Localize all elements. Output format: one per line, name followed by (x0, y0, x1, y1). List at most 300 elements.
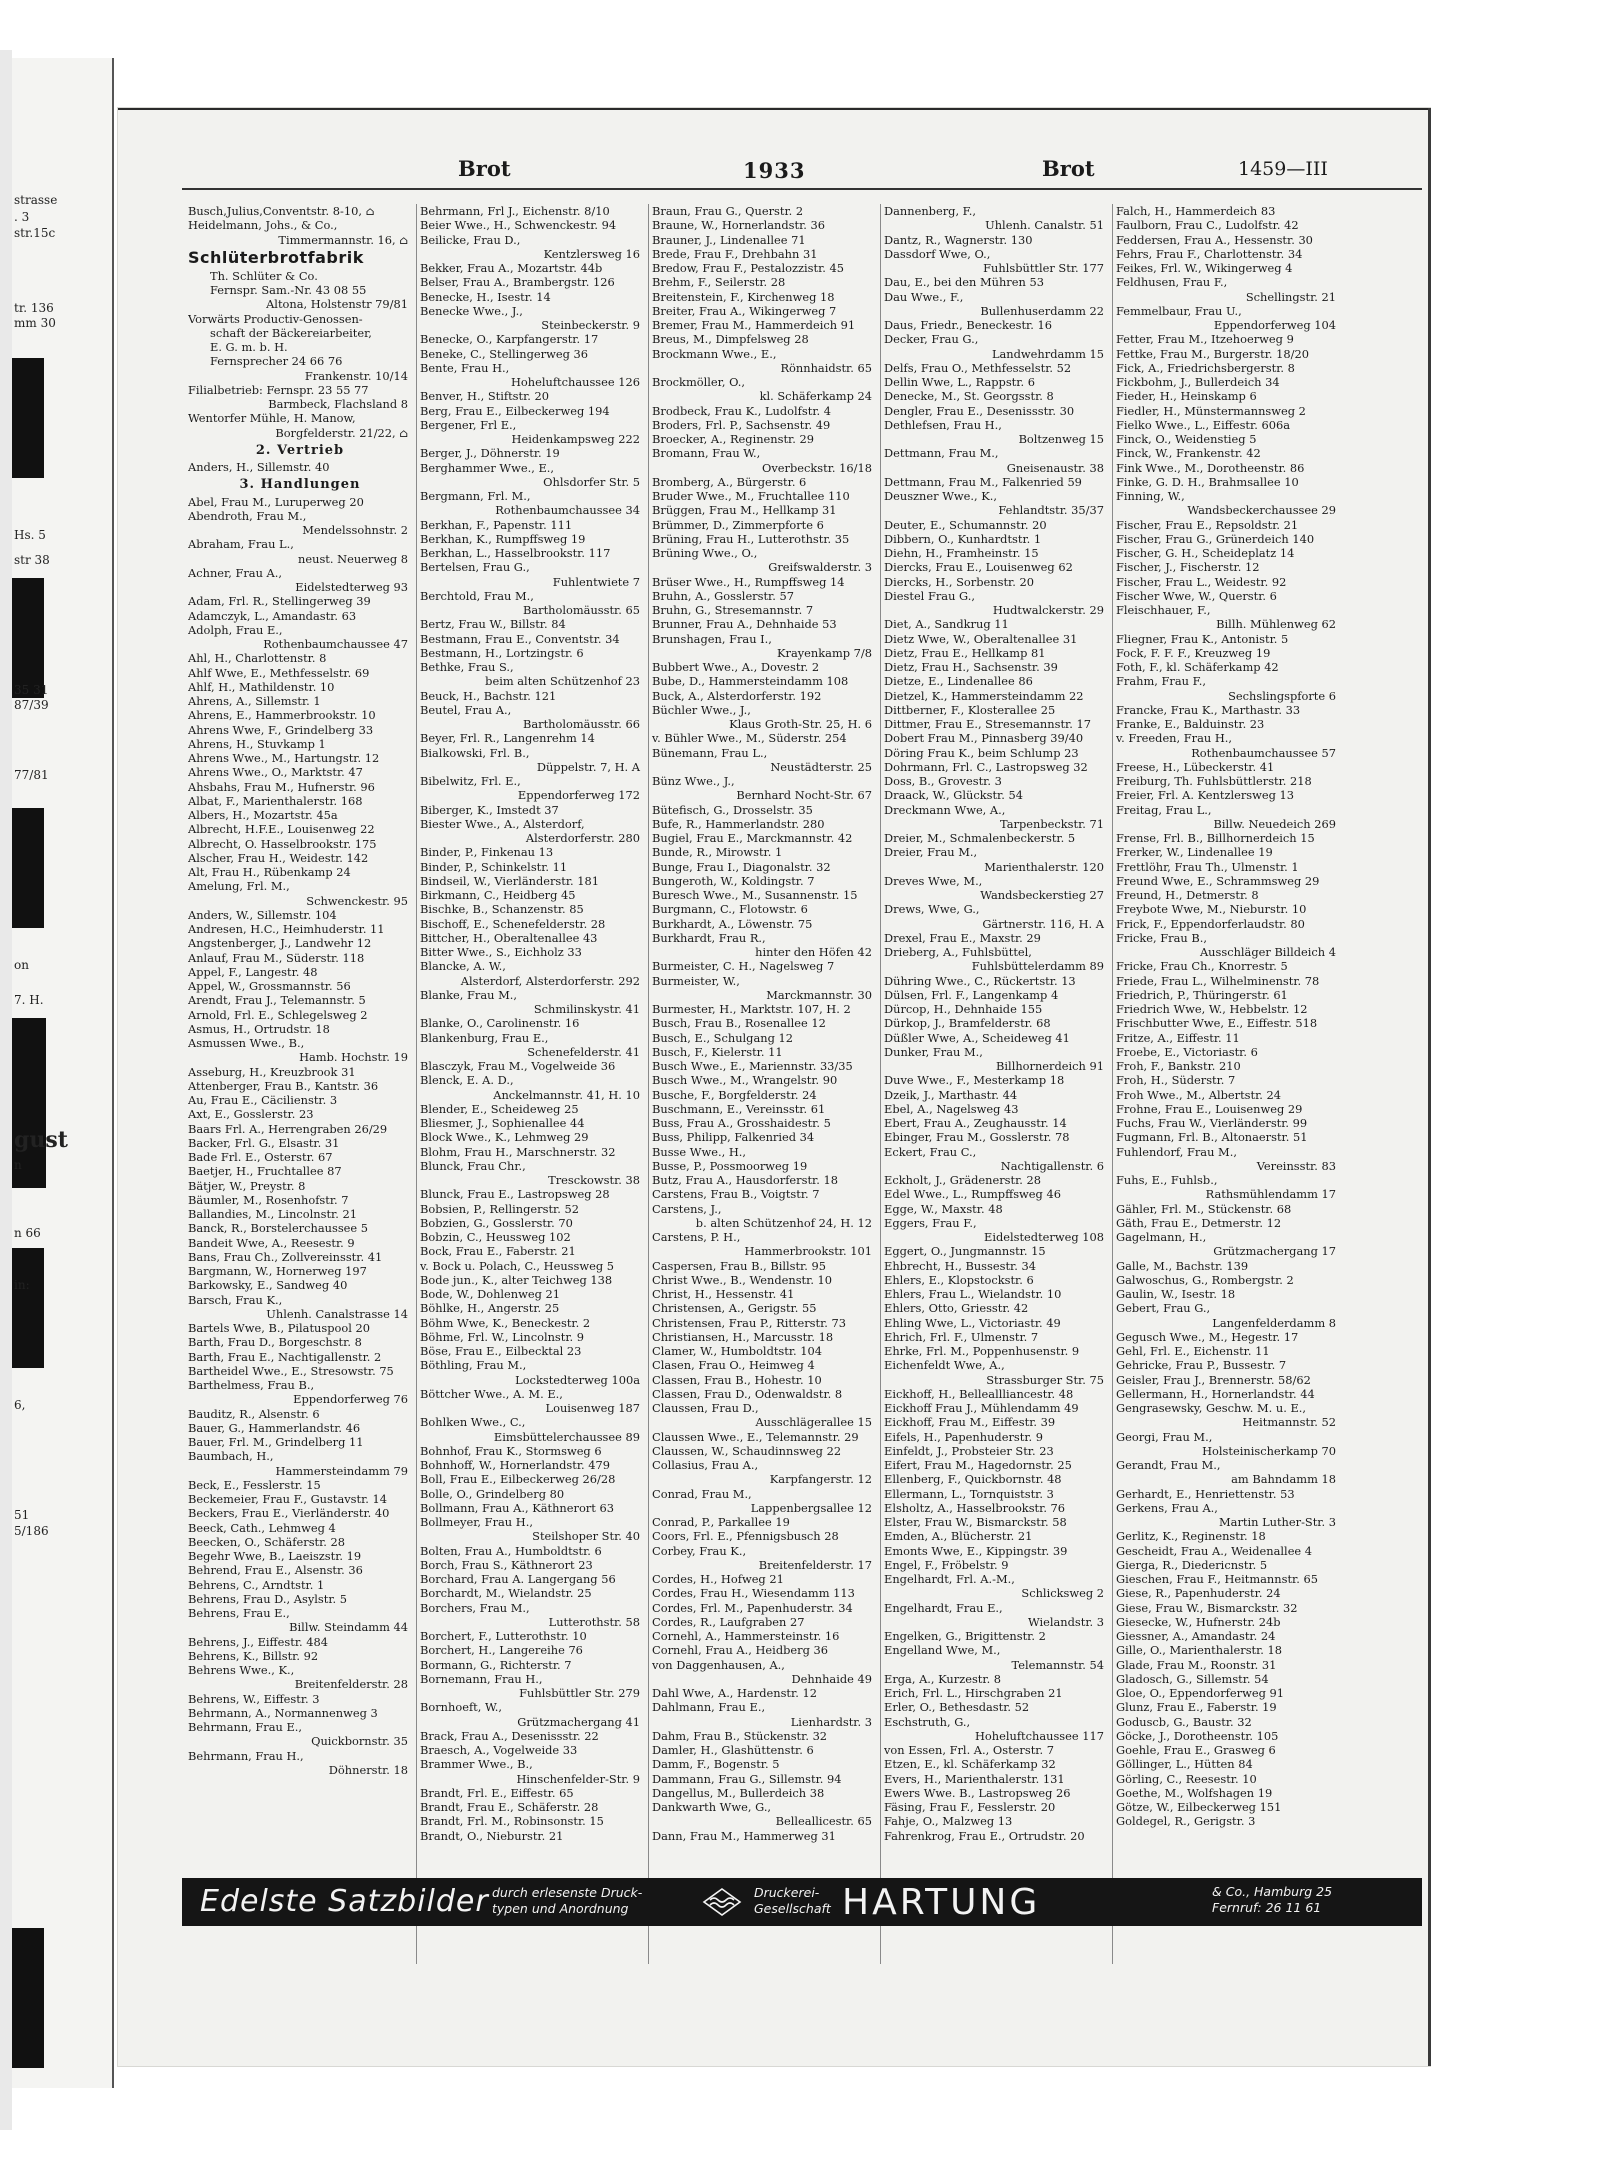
directory-entry: Brandt, Frau E., Schäferstr. 28 (420, 1800, 599, 1814)
directory-entry: Ellermann, L., Tornquiststr. 3 (884, 1486, 1054, 1501)
prev-page-ink-block (12, 1928, 44, 2068)
directory-entry: Emden, A., Blücherstr. 21 (884, 1529, 1033, 1544)
directory-entry: Fahrenkrog, Frau E., Ortrudstr. 20 (884, 1828, 1085, 1843)
directory-entry: Dobert Frau M., Pinnasberg 39/40 (884, 731, 1084, 746)
directory-entry: Frankenstr. 10/14 (304, 368, 408, 383)
directory-entry: Fischer, J., Fischerstr. 12 (1116, 560, 1260, 575)
directory-entry: Beckemeier, Frau F., Gustavstr. 14 (188, 1492, 388, 1506)
directory-entry: Froh, F., Bankstr. 210 (1116, 1059, 1241, 1073)
directory-entry: Evers, H., Marienthalerstr. 131 (884, 1771, 1065, 1786)
directory-entry: Foth, F., kl. Schäferkamp 42 (1116, 660, 1279, 674)
directory-entry: Berkhan, K., Rumpffsweg 19 (420, 531, 586, 546)
directory-entry: Ehlers, Frau L., Wielandstr. 10 (884, 1287, 1062, 1301)
directory-entry: Langenfelderdamm 8 (1212, 1315, 1336, 1330)
directory-entry: Behrmann, A., Normannenweg 3 (188, 1705, 378, 1720)
directory-entry: Albrecht, O. Hasselbrookstr. 175 (188, 836, 377, 851)
directory-entry: Ahlf Wwe, E., Methfesselstr. 69 (188, 665, 370, 680)
directory-entry: Fieder, H., Heinskamp 6 (1116, 389, 1257, 404)
directory-entry: Wandsbeckerchaussee 29 (1187, 503, 1336, 518)
directory-entry: Freier, Frl. A. Kentzlersweg 13 (1116, 788, 1295, 803)
directory-entry: Beuck, H., Bachstr. 121 (420, 688, 557, 703)
directory-entry: Freybote Wwe, M., Nieburstr. 10 (1116, 902, 1307, 917)
directory-entry: Diercks, H., Sorbenstr. 20 (884, 574, 1034, 589)
prev-page-ink-block (12, 808, 44, 928)
directory-entry: Bohlken Wwe., C., (420, 1415, 526, 1430)
directory-entry: Dietzel, K., Hammersteindamm 22 (884, 688, 1084, 703)
directory-entry: Birkmann, C., Heidberg 45 (420, 888, 576, 902)
directory-entry: Ahrens Wwe, F., Grindelberg 33 (188, 722, 374, 737)
directory-entry: Brockmann Wwe., E., (652, 346, 777, 361)
directory-entry: Braun, Frau G., Querstr. 2 (652, 204, 804, 218)
directory-entry: Doss, B., Grovestr. 3 (884, 774, 1002, 788)
directory-entry: Landwehrdamm 15 (991, 346, 1104, 361)
directory-entry: von Essen, Frl. A., Osterstr. 7 (884, 1743, 1054, 1757)
directory-entry: Appel, F., Langestr. 48 (188, 964, 318, 979)
directory-entry: Barmbeck, Flachsland 8 (268, 397, 408, 411)
directory-entry: Dangellus, M., Bullerdeich 38 (652, 1785, 825, 1800)
directory-entry: Benecke, H., Isestr. 14 (420, 289, 551, 304)
directory-entry: Froh Wwe., M., Albertstr. 24 (1116, 1087, 1282, 1102)
directory-entry: Borchert, H., Langereihe 76 (420, 1643, 583, 1658)
directory-entry: Bischoff, E., Schenefelderstr. 28 (420, 916, 606, 931)
directory-entry: Beier Wwe., H., Schwenckestr. 94 (420, 218, 617, 233)
directory-entry: Barthelmess, Frau B., (188, 1378, 315, 1392)
directory-entry: Dettmann, Frau M., (884, 446, 999, 461)
directory-column-5 (1116, 204, 1340, 1829)
directory-entry: Bolten, Frau A., Humboldtstr. 6 (420, 1543, 602, 1558)
directory-entry: Döhnerstr. 18 (328, 1762, 408, 1777)
directory-entry: Behrens Wwe., K., (188, 1663, 295, 1677)
directory-entry: Drews, Wwe, G., (884, 902, 980, 917)
directory-entry: Barsch, Frau K., (188, 1292, 283, 1307)
directory-entry: Bromann, Frau W., (652, 446, 761, 461)
directory-entry: Hamb. Hochstr. 19 (299, 1050, 408, 1065)
directory-entry: Frerker, W., Lindenallee 19 (1116, 845, 1273, 860)
directory-entry: Christiansen, H., Marcusstr. 18 (652, 1329, 834, 1344)
directory-entry: Rothenbaumchaussee 34 (495, 503, 640, 518)
directory-entry: Fuhlendorf, Frau M., (1116, 1144, 1237, 1159)
directory-entry: Bungeroth, W., Koldingstr. 7 (652, 873, 815, 888)
directory-entry: Wielandstr. 3 (1027, 1614, 1104, 1629)
directory-entry: Brunner, Frau A., Dehnhaide 53 (652, 617, 837, 632)
directory-entry: Neustädterstr. 25 (770, 759, 872, 774)
directory-entry: Fuhlentwiete 7 (552, 574, 640, 589)
directory-entry: Burgmann, C., Flotowstr. 6 (652, 902, 808, 917)
directory-entry: Busse, P., Possmoorweg 19 (652, 1158, 808, 1173)
directory-entry: Dethlefsen, Frau H., (884, 417, 1002, 432)
directory-entry: Blanke, O., Carolinenstr. 16 (420, 1016, 580, 1031)
directory-entry: Beyer, Frl. R., Langenrehm 14 (420, 731, 595, 746)
directory-entry: Eifels, H., Papenhuderstr. 9 (884, 1429, 1044, 1444)
directory-entry: Fuhlsbüttler Str. 177 (983, 261, 1104, 275)
directory-entry: Corbey, Frau K., (652, 1543, 747, 1558)
directory-entry: Dahm, Frau B., Stückenstr. 32 (652, 1728, 828, 1743)
directory-entry: Butz, Frau A., Hausdorferstr. 18 (652, 1173, 838, 1187)
directory-entry: Dietz, Frau H., Sachsenstr. 39 (884, 660, 1058, 674)
directory-entry: Bauer, G., Hammerlandstr. 46 (188, 1420, 361, 1435)
directory-entry: Fischer, Frau L., Weidestr. 92 (1116, 574, 1287, 589)
directory-entry: Bischke, B., Schanzenstr. 85 (420, 902, 584, 917)
directory-entry: Fink Wwe., M., Dorotheenstr. 86 (1116, 460, 1305, 475)
directory-entry: Buss, Frau A., Grosshaidestr. 5 (652, 1116, 831, 1130)
directory-entry: Dammann, Frau G., Sillemstr. 94 (652, 1771, 842, 1786)
prev-page-text: 7. H. (14, 993, 44, 1007)
directory-entry: Gerlitz, K., Reginenstr. 18 (1116, 1529, 1266, 1544)
directory-entry: Nachtigallenstr. 6 (1000, 1158, 1104, 1173)
directory-entry: Freiburg, Th. Fuhlsbüttlerstr. 218 (1116, 774, 1312, 788)
directory-entry: Begehr Wwe, B., Laeiszstr. 19 (188, 1549, 362, 1563)
directory-entry: Dau Wwe., F., (884, 289, 964, 304)
directory-entry: Fischer, G. H., Scheideplatz 14 (1116, 546, 1295, 560)
directory-entry: Ballandies, M., Lincolnstr. 21 (188, 1207, 357, 1221)
directory-entry: Borchers, Frau M., (420, 1600, 530, 1615)
directory-entry: Dühring Wwe., C., Rückertstr. 13 (884, 973, 1076, 988)
directory-entry: Dahl Wwe, A., Hardenstr. 12 (652, 1686, 817, 1700)
ad-subtext-line: durch erlesenste Druck- (492, 1885, 643, 1900)
directory-entry: Fettke, Frau M., Burgerstr. 18/20 (1116, 346, 1309, 361)
directory-entry: Gerhardt, E., Henriettenstr. 53 (1116, 1486, 1295, 1501)
prev-page-text: 5/186 (14, 1524, 49, 1538)
directory-entry: Bente, Frau H., (420, 360, 510, 375)
directory-entry: Alscher, Frau H., Weidestr. 142 (188, 850, 369, 865)
directory-entry: Feldhusen, Frau F., (1116, 275, 1228, 290)
directory-entry: Benver, H., Stiftstr. 20 (420, 389, 550, 404)
section-heading: 3. Handlungen (239, 478, 361, 493)
directory-entry: neust. Neuerweg 8 (298, 551, 408, 566)
directory-entry: Fielko Wwe., L., Eiffestr. 606a (1116, 417, 1290, 432)
directory-entry: Busch Wwe., E., Mariennstr. 33/35 (652, 1059, 853, 1073)
directory-entry: Clamer, W., Humboldtstr. 104 (652, 1344, 823, 1358)
directory-entry: Achner, Frau A., (188, 565, 283, 580)
prev-page-text: 77/81 (14, 768, 49, 782)
directory-entry: Frohne, Frau E., Louisenweg 29 (1116, 1101, 1303, 1116)
directory-entry: Lappenbergsallee 12 (750, 1500, 872, 1515)
directory-entry: Dittberner, F., Klosterallee 25 (884, 702, 1056, 717)
directory-entry: Fernsprecher 24 66 76 (210, 354, 343, 369)
prev-page-text: 6, (14, 1398, 26, 1412)
ad-slogan: Edelste Satzbilder (200, 1884, 489, 1919)
directory-entry: Lienhardstr. 3 (790, 1714, 872, 1729)
directory-entry: Busch, F., Kielerstr. 11 (652, 1044, 783, 1059)
directory-entry: Erler, O., Bethesdastr. 52 (884, 1700, 1030, 1715)
directory-entry: Burmester, H., Marktstr. 107, H. 2 (652, 1002, 851, 1016)
directory-entry: Sechslingspforte 6 (1228, 688, 1336, 703)
directory-entry: Bade Frl. E., Osterstr. 67 (188, 1150, 333, 1164)
ad-druckerei-line: Gesellschaft (754, 1901, 831, 1916)
directory-entry: Büchler Wwe., J., (652, 702, 751, 717)
directory-entry: Adolph, Frau E., (188, 622, 283, 637)
directory-entry: Bunge, Frau I., Diagonalstr. 32 (652, 859, 831, 874)
directory-entry: Bekker, Frau A., Mozartstr. 44b (420, 261, 603, 275)
directory-entry: Louisenweg 187 (545, 1401, 640, 1415)
directory-entry: Billhornerdeich 91 (996, 1059, 1104, 1073)
directory-entry: Goethe, M., Wolfshagen 19 (1116, 1785, 1273, 1800)
directory-entry: Marckmannstr. 30 (766, 987, 872, 1002)
directory-entry: Finck, O., Weidenstieg 5 (1116, 432, 1257, 446)
directory-entry: Franke, E., Balduinstr. 23 (1116, 717, 1265, 731)
directory-entry: Freund Wwe, E., Schrammsweg 29 (1116, 873, 1320, 888)
directory-entry: Bittcher, H., Oberaltenallee 43 (420, 930, 598, 945)
directory-entry: Eschstruth, G., (884, 1714, 971, 1729)
directory-entry: Asmus, H., Ortrudstr. 18 (188, 1021, 330, 1036)
wave-emblem-icon (702, 1887, 742, 1917)
directory-entry: Fick, A., Friedrichsbergerstr. 8 (1116, 360, 1295, 375)
directory-entry: Blohm, Frau H., Marschnerstr. 32 (420, 1144, 616, 1159)
directory-entry: Göllinger, L., Hütten 84 (1116, 1757, 1253, 1772)
directory-entry: Fischer, Frau G., Grünerdeich 140 (1116, 531, 1315, 546)
directory-entry: Lockstedterweg 100a (515, 1372, 640, 1387)
directory-entry: Classen, Frau B., Hohestr. 10 (652, 1372, 822, 1387)
directory-entry: Backer, Frl. G., Elsastr. 31 (188, 1135, 340, 1150)
directory-entry: schaft der Bäckereiarbeiter, (210, 325, 372, 340)
directory-entry: Bolle, O., Grindelberg 80 (420, 1486, 565, 1501)
directory-entry: beim alten Schützenhof 23 (485, 674, 640, 689)
directory-entry: Buss, Philipp, Falkenried 34 (652, 1130, 815, 1145)
directory-entry: Biberger, K., Imstedt 37 (420, 802, 559, 817)
directory-entry: Berg, Frau E., Eilbeckerweg 194 (420, 403, 610, 418)
directory-entry: Adamczyk, L., Amandastr. 63 (188, 608, 357, 623)
directory-entry: Banck, R., Borstelerchaussee 5 (188, 1221, 369, 1236)
directory-entry: Delfs, Frau O., Methfesselstr. 52 (884, 360, 1072, 375)
directory-entry: Wentorfer Mühle, H. Manow, (188, 411, 356, 426)
directory-entry: Vereinsstr. 83 (1256, 1158, 1336, 1173)
directory-entry: Gehl, Frl. E., Eichenstr. 11 (1116, 1344, 1270, 1358)
directory-entry: Vorwärts Productiv-Genossen- (188, 311, 363, 326)
directory-entry: Bornemann, Frau H., (420, 1671, 543, 1686)
directory-entry: Bartholomäusstr. 65 (522, 603, 640, 617)
directory-entry: Bergener, Frl E., (420, 417, 517, 432)
directory-entry: Grützmachergang 17 (1213, 1244, 1336, 1259)
directory-entry: Burmeister, C. H., Nagelsweg 7 (652, 959, 835, 974)
directory-entry: Berghammer Wwe., E., (420, 460, 555, 475)
directory-entry: Conrad, P., Parkallee 19 (652, 1515, 790, 1529)
directory-entry: Ehlers, Otto, Griesstr. 42 (884, 1301, 1029, 1316)
directory-entry: Bestmann, H., Lortzingstr. 6 (420, 645, 584, 660)
page-header (118, 156, 1430, 190)
directory-entry: Ahrens Wwe., O., Marktstr. 47 (188, 765, 363, 780)
directory-entry: Bobsien, P., Rellingerstr. 52 (420, 1201, 579, 1216)
directory-entry: Bünemann, Frau L., (652, 745, 768, 760)
directory-entry: Bremer, Frau M., Hammerdeich 91 (652, 318, 856, 332)
directory-entry: Bode, W., Dohlenweg 21 (420, 1287, 561, 1301)
directory-entry: Brack, Frau A., Desenissstr. 22 (420, 1728, 599, 1743)
directory-entry: Ahrens, A., Sillemstr. 1 (188, 694, 321, 708)
directory-entry: Tresckowstr. 38 (548, 1173, 640, 1187)
directory-entry: Engel, F., Fröbelstr. 9 (884, 1557, 1009, 1572)
directory-entry: Fetter, Frau M., Itzehoerweg 9 (1116, 332, 1294, 347)
directory-entry: Brümmer, D., Zimmerpforte 6 (652, 517, 824, 532)
directory-entry: Gähler, Frl. M., Stückenstr. 68 (1116, 1201, 1292, 1216)
directory-entry: Düßler Wwe, A., Scheideweg 41 (884, 1030, 1070, 1045)
directory-entry: Galle, M., Bachstr. 139 (1116, 1258, 1249, 1273)
directory-entry: Heidelmann, Johs., & Co., (188, 218, 338, 233)
directory-entry: Eifert, Frau M., Hagedornstr. 25 (884, 1458, 1072, 1472)
directory-entry: Rathsmühlendamm 17 (1205, 1187, 1336, 1202)
directory-entry: Gladosch, G., Sillemstr. 54 (1116, 1671, 1269, 1686)
directory-entry: Eckholt, J., Grädenerstr. 28 (884, 1173, 1042, 1187)
directory-entry: Burmeister, W., (652, 973, 740, 988)
page-number: 1459—III (1238, 158, 1328, 180)
directory-entry: Fliegner, Frau K., Antonistr. 5 (1116, 631, 1289, 646)
directory-entry: Billw. Neuedeich 269 (1213, 816, 1336, 831)
directory-entry: Bunde, R., Mirowstr. 1 (652, 845, 783, 860)
directory-entry: Düppelstr. 7, H. A (536, 759, 640, 774)
directory-entry: Belleallicestr. 65 (775, 1814, 872, 1829)
directory-entry: Alt, Frau H., Rübenkamp 24 (188, 865, 351, 879)
directory-entry: Dreier, Frau M., (884, 845, 978, 860)
directory-entry: Bauer, Frl. M., Grindelberg 11 (188, 1435, 364, 1449)
directory-entry: Baars Frl. A., Herrengraben 26/29 (188, 1121, 388, 1136)
directory-entry: Dassdorf Wwe, O., (884, 246, 991, 261)
ad-address-line: Fernruf: 26 11 61 (1212, 1900, 1322, 1915)
directory-entry: Behrens, J., Eiffestr. 484 (188, 1634, 328, 1649)
directory-entry: Gneisenaustr. 38 (1006, 460, 1104, 475)
header-rule (182, 188, 1422, 190)
directory-entry: Fuhlsbüttelerdamm 89 (971, 959, 1104, 974)
directory-entry: Gengrasewsky, Geschw. M. u. E., (1116, 1401, 1307, 1415)
directory-entry: Bütefisch, G., Drosselstr. 35 (652, 802, 813, 817)
directory-entry: Blankenburg, Frau E., (420, 1030, 549, 1045)
directory-entry: Diestel Frau G., (884, 588, 975, 603)
directory-entry: Lutterothstr. 58 (548, 1614, 640, 1629)
directory-entry: Gerandt, Frau M., (1116, 1458, 1221, 1472)
directory-entry: Eppendorferweg 76 (293, 1392, 408, 1407)
prev-page-text: n (14, 1158, 22, 1172)
directory-entry: Fischer Wwe, W., Querstr. 6 (1116, 588, 1277, 603)
directory-entry: Behrens, C., Arndtstr. 1 (188, 1577, 325, 1592)
directory-entry: Schellingstr. 21 (1245, 289, 1336, 304)
directory-entry: Behrmann, Frau E., (188, 1720, 303, 1734)
directory-entry: Dreves Wwe, M., (884, 873, 983, 888)
directory-entry: Carstens, J., (652, 1201, 722, 1216)
directory-column-1 (188, 204, 412, 1777)
directory-entry: Hammersteindamm 79 (275, 1463, 408, 1478)
directory-entry: Strassburger Str. 75 (986, 1372, 1104, 1387)
directory-entry: Steinbeckerstr. 9 (541, 318, 640, 332)
directory-entry: Christ, H., Hessenstr. 41 (652, 1287, 795, 1301)
directory-entry: Fleischhauer, F., (1116, 603, 1211, 617)
directory-entry: Bode jun., K., alter Teichweg 138 (420, 1272, 613, 1287)
directory-entry: Bartels Wwe, B., Pilatuspool 20 (188, 1321, 370, 1335)
directory-entry: Eidelstedterweg 93 (295, 580, 408, 594)
directory-entry: Brede, Frau F., Drehbahn 31 (652, 246, 818, 261)
directory-entry: Ebinger, Frau M., Gosslerstr. 78 (884, 1130, 1070, 1145)
directory-column-3 (652, 204, 876, 1843)
directory-entry: Damler, H., Glashüttenstr. 6 (652, 1743, 814, 1757)
directory-entry: Dülsen, Frl. F., Langenkamp 4 (884, 987, 1059, 1002)
directory-entry: Dau, E., bei den Mühren 53 (884, 275, 1044, 290)
directory-entry: Glade, Frau M., Roonstr. 31 (1116, 1657, 1277, 1672)
ad-subtext (492, 1885, 642, 1917)
directory-entry: Bubbert Wwe., A., Dovestr. 2 (652, 660, 820, 674)
directory-entry: Behrens, Frau E., (188, 1606, 290, 1620)
directory-entry: Froh, H., Süderstr. 7 (1116, 1073, 1236, 1088)
directory-entry: Classen, Frau D., Odenwaldstr. 8 (652, 1386, 843, 1401)
directory-entry: Eppendorferweg 172 (517, 788, 640, 803)
directory-entry: Frettlöhr, Frau Th., Ulmenstr. 1 (1116, 859, 1299, 874)
directory-entry: Blunck, Frau Chr., (420, 1158, 526, 1173)
directory-entry: Axt, E., Gosslerstr. 23 (188, 1107, 314, 1122)
directory-entry: Breiter, Frau A., Wikingerweg 7 (652, 303, 837, 318)
directory-entry: Frischbutter Wwe, E., Eiffestr. 518 (1116, 1016, 1318, 1031)
directory-entry: Benecke, O., Karpfangerstr. 17 (420, 332, 599, 347)
directory-entry: Brodbeck, Frau K., Ludolfstr. 4 (652, 403, 832, 418)
page-border-top (118, 108, 1430, 110)
directory-entry: Denecke, M., St. Georgsstr. 8 (884, 389, 1054, 404)
directory-entry: Benecke Wwe., J., (420, 303, 523, 318)
directory-entry: Böse, Frau E., Eilbecktal 23 (420, 1344, 582, 1358)
firm-name: Schlüterbrotfabrik (188, 247, 364, 267)
directory-entry: Carstens, P. H., (652, 1230, 741, 1244)
directory-entry: Ehrich, Frl. F., Ulmenstr. 7 (884, 1329, 1039, 1344)
header-category-left: Brot (458, 156, 511, 181)
directory-entry: Bialkowski, Frl. B., (420, 745, 530, 760)
section-heading: 2. Vertrieb (255, 443, 345, 458)
ad-address-line: & Co., Hamburg 25 (1212, 1884, 1333, 1899)
directory-entry: Dohrmann, Frl. C., Lastropsweg 32 (884, 759, 1088, 774)
directory-entry: Bitter Wwe., S., Eichholz 33 (420, 945, 582, 959)
directory-entry: Engelhardt, Frau E., (884, 1600, 1003, 1615)
directory-entry: Alsterdorf, Alsterdorferstr. 292 (460, 973, 640, 988)
directory-entry: Friede, Frau L., Wilhelminenstr. 78 (1116, 973, 1320, 988)
prev-page-text: 51 (14, 1508, 30, 1522)
directory-entry: Hammerbrookstr. 101 (744, 1244, 872, 1259)
directory-entry: Bohnhoff, W., Hornerlandstr. 479 (420, 1458, 611, 1472)
directory-entry: Abel, Frau M., Luruperweg 20 (188, 494, 364, 509)
directory-entry: Fuhlsbüttler Str. 279 (519, 1686, 640, 1700)
directory-entry: Bargmann, W., Hornerweg 197 (188, 1264, 367, 1278)
directory-entry: Engelland Wwe, M., (884, 1643, 1001, 1658)
directory-entry: Behrens, Frau D., Asylstr. 5 (188, 1591, 347, 1606)
directory-entry: Dannenberg, F., (884, 204, 977, 218)
directory-entry: Ahl, H., Charlottenstr. 8 (188, 651, 327, 666)
directory-entry: Adam, Frl. R., Stellingerweg 39 (188, 594, 371, 609)
directory-entry: Eppendorferweg 104 (1213, 318, 1336, 332)
prev-page-text: . 3 (14, 210, 30, 224)
directory-entry: Beilicke, Frau D., (420, 232, 521, 247)
ad-company-name: HARTUNG (842, 1882, 1041, 1923)
directory-entry: Finck, W., Frankenstr. 42 (1116, 446, 1261, 461)
directory-entry: Gieschen, Frau F., Heitmannstr. 65 (1116, 1572, 1318, 1586)
directory-entry: Brüning Wwe., O., (652, 546, 758, 560)
directory-entry: Finke, G. D. H., Brahmsallee 10 (1116, 474, 1299, 489)
prev-page-ink-block (12, 578, 44, 698)
directory-entry: Bornhoeft, W., (420, 1700, 502, 1715)
directory-entry: Rönnhaidstr. 65 (780, 360, 872, 375)
directory-entry: Marienthalerstr. 120 (984, 859, 1104, 874)
directory-entry: Berger, J., Döhnerstr. 19 (420, 446, 560, 461)
directory-entry: Berchtold, Frau M., (420, 588, 534, 603)
directory-entry: Bock, Frau E., Faberstr. 21 (420, 1244, 576, 1259)
directory-entry: Th. Schlüter & Co. (210, 268, 318, 283)
directory-entry: Brüning, Frau H., Lutterothstr. 35 (652, 531, 850, 546)
directory-entry: Overbeckstr. 16/18 (762, 460, 872, 475)
directory-entry: Beckers, Frau E., Vierländerstr. 40 (188, 1506, 390, 1521)
prev-page-ink-block (12, 1248, 44, 1368)
directory-entry: Binder, P., Schinkelstr. 11 (420, 859, 568, 874)
directory-entry: Götze, W., Eilbeckerweg 151 (1116, 1800, 1282, 1814)
directory-entry: Blanke, Frau M., (420, 987, 518, 1002)
directory-entry: Görling, C., Reesestr. 10 (1116, 1771, 1257, 1786)
directory-entry: Engelken, G., Brigittenstr. 2 (884, 1629, 1046, 1643)
directory-entry: Friedrich, P., Thüringerstr. 61 (1116, 987, 1288, 1002)
directory-entry: Eckert, Frau C., (884, 1144, 977, 1159)
directory-entry: Bünz Wwe., J., (652, 774, 735, 788)
directory-entry: Gescheidt, Frau A., Weidenallee 4 (1116, 1543, 1313, 1558)
directory-entry: Wandsbeckerstieg 27 (980, 888, 1104, 902)
directory-entry: Albrecht, H.F.E., Louisenweg 22 (188, 822, 375, 837)
directory-entry: Ehrke, Frl. M., Poppenhusenstr. 9 (884, 1344, 1080, 1358)
